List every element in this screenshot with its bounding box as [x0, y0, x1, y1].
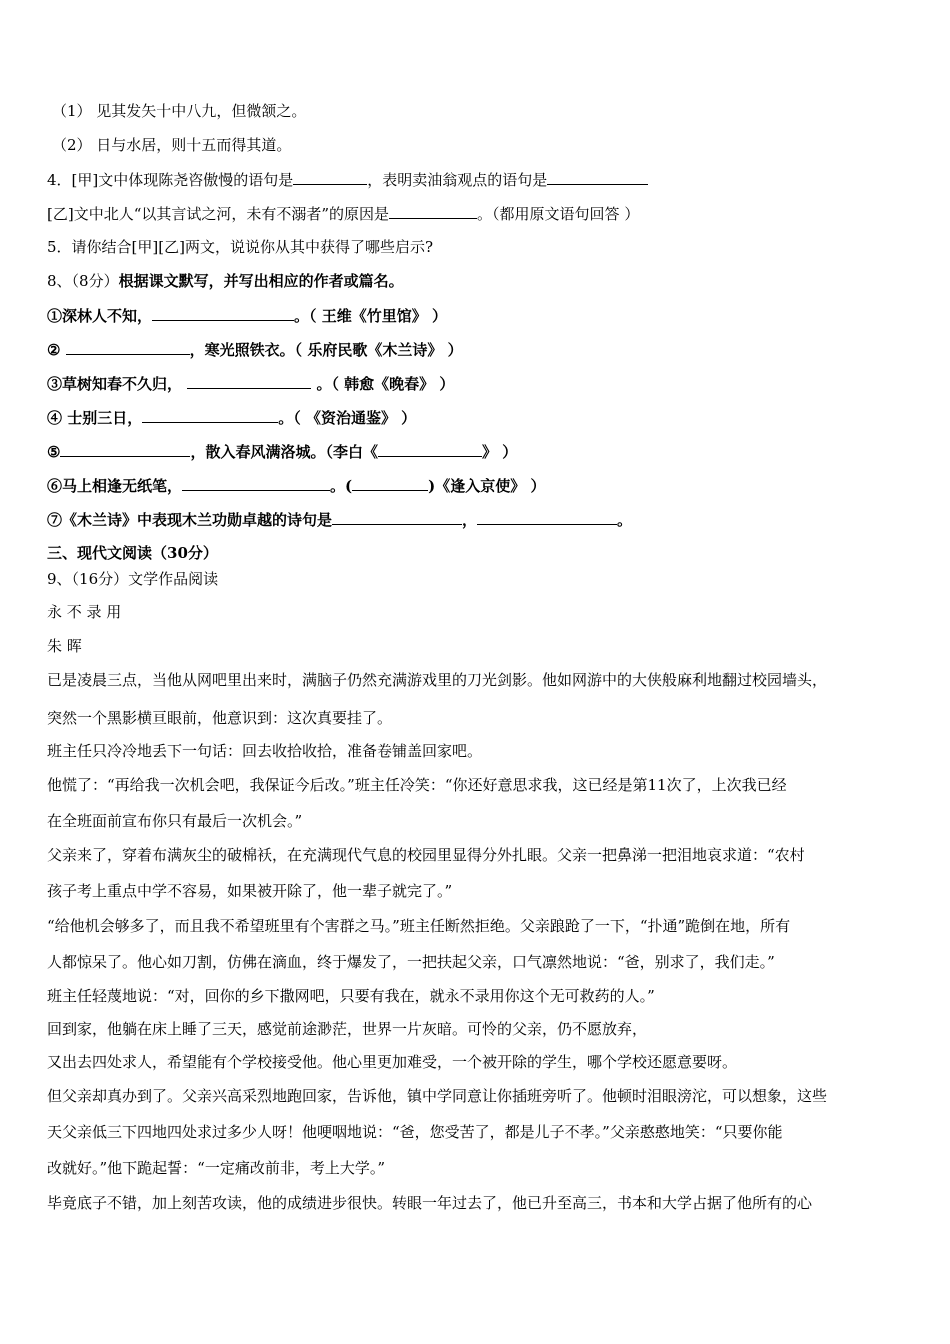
dictation-text: 。: [617, 511, 633, 529]
article-text: 在全班面前宣布你只有最后一次机会。”: [47, 812, 303, 830]
article-text: 又出去四处求人，希望能有个学校接受他。他心里更加难受，一个被开除的学生，哪个学校还愿意要呀。: [47, 1053, 738, 1071]
question-4-line-2: [47, 203, 639, 224]
article-line: [47, 741, 482, 761]
article-text: 已是凌晨三点，当他从网吧里出来时，满脑子仍然充满游戏里的刀光剑影。他如网游中的大侠般麻利地翻过校园墙头，: [47, 671, 828, 689]
dictation-item-6: [47, 475, 545, 496]
answer-blank[interactable]: [66, 339, 190, 355]
article-line: [47, 811, 302, 831]
answer-blank[interactable]: [187, 373, 311, 389]
question-text: [乙]文中北人“以其言试之河，未有不溺者”的原因是: [47, 205, 390, 223]
question-8-header: [47, 271, 404, 291]
question-instruction: 根据课文默写，并写出相应的作者或篇名。: [118, 272, 404, 290]
question-text: ，表明卖油翁观点的语句是: [367, 171, 548, 189]
dictation-item-2: [47, 339, 463, 360]
dictation-text: ⑥马上相逢无纸笔，: [47, 477, 183, 495]
question-3-item-2: [52, 135, 291, 155]
answer-blank[interactable]: [378, 441, 482, 457]
question-3-item-1: [52, 101, 306, 121]
dictation-source: ，寒光照铁衣。（ 乐府民歌《木兰诗》 ）: [189, 341, 463, 359]
dictation-item-7: [47, 509, 632, 530]
article-line: [47, 1122, 783, 1142]
question-number: 8、（8分）: [47, 272, 119, 290]
answer-blank[interactable]: [352, 475, 428, 491]
article-text: 回到家，他躺在床上睡了三天，感觉前途渺茫，世界一片灰暗。可怜的父亲，仍不愿放弃，: [47, 1020, 648, 1038]
article-line: [47, 1193, 812, 1213]
article-text: “给他机会够多了，而且我不希望班里有个害群之马。”班主任断然拒绝。父亲踉跄了一下，“扑通”跪倒在地，所有: [47, 917, 791, 935]
article-text: 父亲来了，穿着布满灰尘的破棉袄，在充满现代气息的校园里显得分外扎眼。父亲一把鼻涕一把泪地哀求道：“农村: [47, 846, 805, 864]
dictation-text: ①深林人不知，: [47, 307, 153, 325]
article-line: [47, 708, 392, 728]
answer-blank[interactable]: [142, 407, 278, 423]
answer-blank[interactable]: [389, 203, 477, 219]
dictation-text: ，: [462, 511, 478, 529]
question-9-header: [47, 569, 218, 589]
question-4-line-1: [47, 169, 648, 190]
item-text: （1） 见其发矢十中八九，但微颔之。: [52, 102, 307, 120]
article-author-text: 朱 晖: [47, 637, 82, 655]
article-author: [47, 636, 82, 656]
article-text: 突然一个黑影横亘眼前，他意识到：这次真要挂了。: [47, 709, 393, 727]
article-text: 人都惊呆了。他心如刀割，仿佛在滴血，终于爆发了，一把扶起父亲，口气凛然地说：“爸，别求了，我们走。”: [47, 953, 775, 971]
answer-blank[interactable]: [60, 441, 190, 457]
question-text: 。（都用原文语句回答 ）: [477, 205, 640, 223]
dictation-item-1: [47, 305, 447, 326]
question-text: 9、（16分）文学作品阅读: [47, 570, 219, 588]
dictation-source: 。（ 韩愈《晚春》 ）: [311, 375, 455, 393]
answer-blank[interactable]: [332, 509, 462, 525]
article-text: 毕竟底子不错，加上刻苦攻读，他的成绩进步很快。转眼一年过去了，他已升至高三，书本和大学占据了他所有的心: [47, 1194, 813, 1212]
dictation-text: ⑦《木兰诗》中表现木兰功勋卓越的诗句是: [47, 511, 333, 529]
question-text: 4．[甲]文中体现陈尧咨傲慢的语句是: [47, 171, 294, 189]
article-line: [47, 1086, 827, 1106]
dictation-source: 。（ 《资治通鉴》 ）: [278, 409, 417, 427]
dictation-text: ②: [47, 341, 66, 359]
article-text: 班主任轻蔑地说：“对，回你的乡下撒网吧，只要有我在，就永不录用你这个无可救药的人。”: [47, 987, 655, 1005]
article-line: [47, 775, 787, 795]
answer-blank[interactable]: [547, 169, 648, 185]
article-line: [47, 1052, 737, 1072]
article-line: [47, 881, 452, 901]
article-line: [47, 1158, 385, 1178]
dictation-source: 。（ 王维《竹里馆》 ）: [294, 307, 447, 325]
dictation-text: 。(: [330, 477, 353, 495]
answer-blank[interactable]: [293, 169, 367, 185]
article-text: 孩子考上重点中学不容易，如果被开除了，他一辈子就完了。”: [47, 882, 453, 900]
dictation-text: ③草树知春不久归，: [47, 375, 188, 393]
article-line: [47, 916, 790, 936]
article-text: 他慌了：“再给我一次机会吧，我保证今后改。”班主任冷笑：“你还好意思求我，这已经是第11次了，上次我已经: [47, 776, 787, 794]
dictation-text: ④ 士别三日，: [47, 409, 143, 427]
article-title-text: 永 不 录 用: [47, 603, 122, 621]
answer-blank[interactable]: [477, 509, 617, 525]
section-title: 三、现代文阅读（30分）: [47, 544, 218, 562]
article-title: [47, 602, 121, 622]
dictation-item-3: [47, 373, 454, 394]
article-line: [47, 1019, 647, 1039]
item-text: （2） 日与水居，则十五而得其道。: [52, 136, 292, 154]
dictation-source: 》 ）: [481, 443, 518, 461]
answer-blank[interactable]: [152, 305, 294, 321]
dictation-text: ，散入春风满洛城。（李白《: [190, 443, 378, 461]
answer-blank[interactable]: [182, 475, 330, 491]
question-text: 5．请你结合[甲][乙]两文，说说你从其中获得了哪些启示?: [47, 238, 433, 256]
article-text: 班主任只冷冷地丢下一句话：回去收拾收拾，准备卷铺盖回家吧。: [47, 742, 483, 760]
article-line: [47, 986, 655, 1006]
article-line: [47, 670, 827, 690]
dictation-text: ⑤: [47, 443, 61, 461]
dictation-item-4: [47, 407, 416, 428]
question-5: [47, 237, 433, 257]
article-line: [47, 845, 805, 865]
article-text: 天父亲低三下四地四处求过多少人呀！他哽咽地说：“爸，您受苦了，都是儿子不孝。”父亲憨憨地笑：“只要你能: [47, 1123, 783, 1141]
dictation-source: )《逢入京使》 ）: [428, 477, 546, 495]
dictation-item-5: [47, 441, 517, 462]
section-heading: [47, 543, 218, 563]
article-line: [47, 952, 775, 972]
article-text: 但父亲却真办到了。父亲兴高采烈地跑回家，告诉他，镇中学同意让你插班旁听了。他顿时泪眼滂沱，可以想象，这些: [47, 1087, 828, 1105]
article-text: 改就好。”他下跪起誓：“一定痛改前非，考上大学。”: [47, 1159, 386, 1177]
